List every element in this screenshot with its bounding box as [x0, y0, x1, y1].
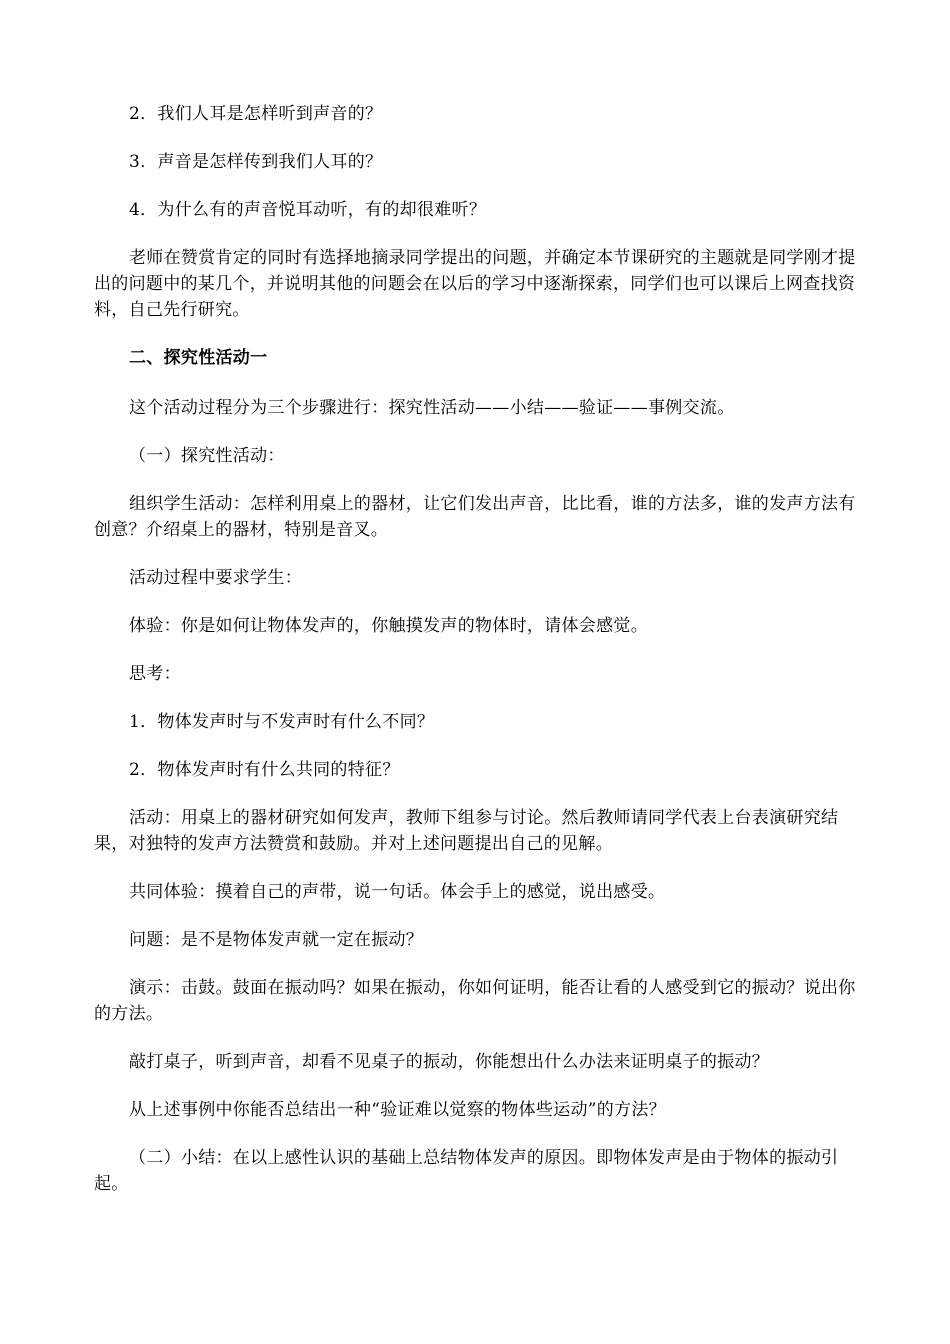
think-label: 思考：	[129, 664, 181, 684]
question-paragraph: 问题：是不是物体发声就一定在振动？	[129, 930, 424, 950]
conclusion-paragraph: （二）小结：在以上感性认识的基础上总结物体发声的原因。即物体发声是由于物体的振动引起。	[94, 1148, 839, 1194]
question-2: 2．我们人耳是怎样听到声音的？	[129, 104, 383, 124]
table-knock-paragraph: 敲打桌子，听到声音，却看不见桌子的振动，你能想出什么办法来证明桌子的振动？	[129, 1052, 770, 1072]
subsection-heading-1: （一）探究性活动：	[129, 446, 285, 466]
activity-paragraph: 活动：用桌上的器材研究如何发声，教师下组参与讨论。然后教师请同学代表上台表演研究结果，对独特的发声方法赞赏和鼓励。并对上述问题提出自己的见解。	[94, 808, 839, 854]
requirements-paragraph: 活动过程中要求学生：	[129, 568, 302, 588]
think-question-1: 1．物体发声时与不发声时有什么不同？	[129, 712, 435, 732]
teacher-note-paragraph: 老师在赞赏肯定的同时有选择地摘录同学提出的问题，并确定本节课研究的主题就是同学刚才提出的问题中的某几个，并说明其他的问题会在以后的学习中逐渐探索，同学们也可以课后上网查找资料，自己先行研究。	[94, 248, 856, 320]
section-heading: 二、探究性活动一	[129, 348, 268, 368]
activity-steps-paragraph: 这个活动过程分为三个步骤进行：探究性活动——小结——验证——事例交流。	[129, 398, 735, 418]
think-question-2: 2．物体发声时有什么共同的特征？	[129, 760, 400, 780]
method-summary-paragraph: 从上述事例中你能否总结出一种“验证难以觉察的物体些运动”的方法？	[129, 1100, 666, 1120]
demonstration-paragraph: 演示：击鼓。鼓面在振动吗？如果在振动，你如何证明，能否让看的人感受到它的振动？说出你的方法。	[94, 978, 856, 1024]
question-3: 3．声音是怎样传到我们人耳的？	[129, 152, 383, 172]
shared-experience-paragraph: 共同体验：摸着自己的声带，说一句话。体会手上的感觉，说出感受。	[129, 882, 666, 902]
experience-paragraph: 体验：你是如何让物体发声的，你触摸发声的物体时，请体会感觉。	[129, 616, 648, 636]
organize-activity-paragraph: 组织学生活动：怎样利用桌上的器材，让它们发出声音，比比看，谁的方法多，谁的发声方法有创意？介绍桌上的器材，特别是音叉。	[94, 494, 856, 540]
question-4: 4．为什么有的声音悦耳动听，有的却很难听？	[129, 200, 487, 220]
